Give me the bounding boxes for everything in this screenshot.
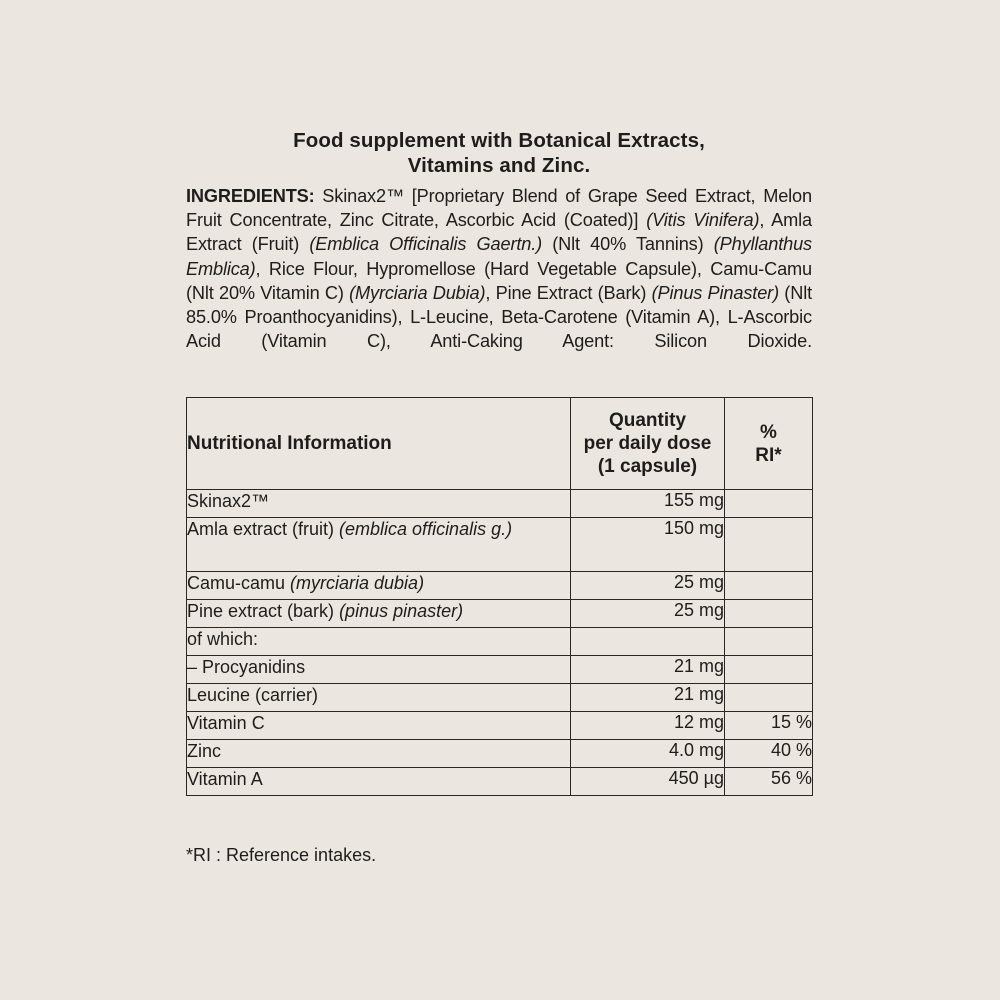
ingr-seg: (Nlt 85.0% Proanthocyanidins), L-Leucine, Beta-Carotene (Vitamin A), L-Ascorbic Acid (Vitamin C), Anti-Caking Agent: Silicon Dioxide. [186,282,812,352]
row-qty: 25 mg [571,572,725,600]
header-qty-line-1: Quantity [608,410,687,431]
product-title [186,128,812,178]
ingr-seg-latin: (Myrciaria Dubia) [349,282,486,303]
row-name-text: of which: [187,629,259,649]
header-qty-line-2: per daily dose [583,433,712,454]
table-row [187,684,813,712]
row-name-text: Pine extract (bark) [187,601,340,621]
header-ri-line-1: % [760,421,777,443]
row-ri [725,518,813,572]
row-ri [725,600,813,628]
table-row [187,518,813,572]
row-name-text: Amla extract (fruit) [187,519,340,539]
ingr-seg: Skinax2™ [Proprietary Blend of Grape Seed Extract, Melon Fruit Concentrate, Zinc Citrate, Ascorbic Acid (Coated)] [186,186,812,231]
row-qty: 25 mg [571,600,725,628]
ingredients-lead: INGREDIENTS: [186,186,315,206]
row-name [187,740,571,768]
row-qty: 450 µg [571,768,725,796]
row-name-text: – Procyanidins [187,657,306,677]
row-ri: 15 % [725,712,813,740]
row-name [187,518,571,572]
ingr-seg: , Amla Extract (Fruit) [186,210,812,255]
nutrition-table [186,397,813,796]
row-name-text: Camu-camu [187,573,291,593]
header-ri-line-2: RI* [755,444,782,466]
table-row [187,600,813,628]
ingr-seg: (Nlt 40% Tannins) [542,234,714,255]
title-line-1: Food supplement with Botanical Extracts, [293,129,705,152]
ingr-seg-latin: (Vitis Vinifera) [646,210,760,231]
row-ri [725,490,813,518]
row-ri [725,572,813,600]
row-name [187,684,571,712]
row-qty: 21 mg [571,656,725,684]
table-row [187,656,813,684]
row-ri: 40 % [725,740,813,768]
row-name [187,656,571,684]
row-qty: 21 mg [571,684,725,712]
row-latin-name: (pinus pinaster) [339,601,464,621]
row-name [187,712,571,740]
table-row [187,712,813,740]
row-ri [725,656,813,684]
table-row [187,628,813,656]
table-header-row [187,398,813,490]
row-name [187,768,571,796]
row-qty [571,628,725,656]
row-name-text: Vitamin C [187,713,265,733]
row-name-text: Leucine (carrier) [187,685,319,705]
row-name [187,628,571,656]
row-ri [725,628,813,656]
row-ri [725,684,813,712]
title-line-2: Vitamins and Zinc. [407,154,591,177]
header-ri [725,398,813,490]
header-nutritional-information: Nutritional Information [187,398,571,490]
row-qty: 155 mg [571,490,725,518]
ingr-seg-latin: (Pinus Pinaster) [651,282,779,303]
row-name [187,572,571,600]
row-name [187,490,571,518]
ingr-seg-latin: (Emblica Officinalis Gaertn.) [309,234,543,255]
ingr-seg: , Rice Flour, Hypromellose (Hard Vegetable Capsule), Camu-Camu (Nlt 20% Vitamin C) [186,258,812,303]
row-name-text: Skinax2™ [187,491,270,511]
table-row [187,490,813,518]
table-row [187,768,813,796]
ingredients-paragraph [186,184,812,353]
row-name-text: Vitamin A [187,769,263,789]
ingr-seg-latin: (Phyllanthus Emblica) [186,234,813,279]
footnote-ri: *RI : Reference intakes. [186,845,377,865]
row-ri: 56 % [725,768,813,796]
row-name-text: Zinc [187,741,222,761]
row-latin-name: (myrciaria dubia) [290,573,425,593]
ingr-seg: , Pine Extract (Bark) [485,282,652,303]
row-qty: 4.0 mg [571,740,725,768]
row-name [187,600,571,628]
header-quantity [571,398,725,490]
supplement-label [186,128,812,353]
table-row [187,572,813,600]
row-qty: 12 mg [571,712,725,740]
row-latin-name: (emblica officinalis g.) [339,519,513,539]
table-row [187,740,813,768]
row-qty: 150 mg [571,518,725,572]
header-qty-line-3: (1 capsule) [597,456,698,477]
